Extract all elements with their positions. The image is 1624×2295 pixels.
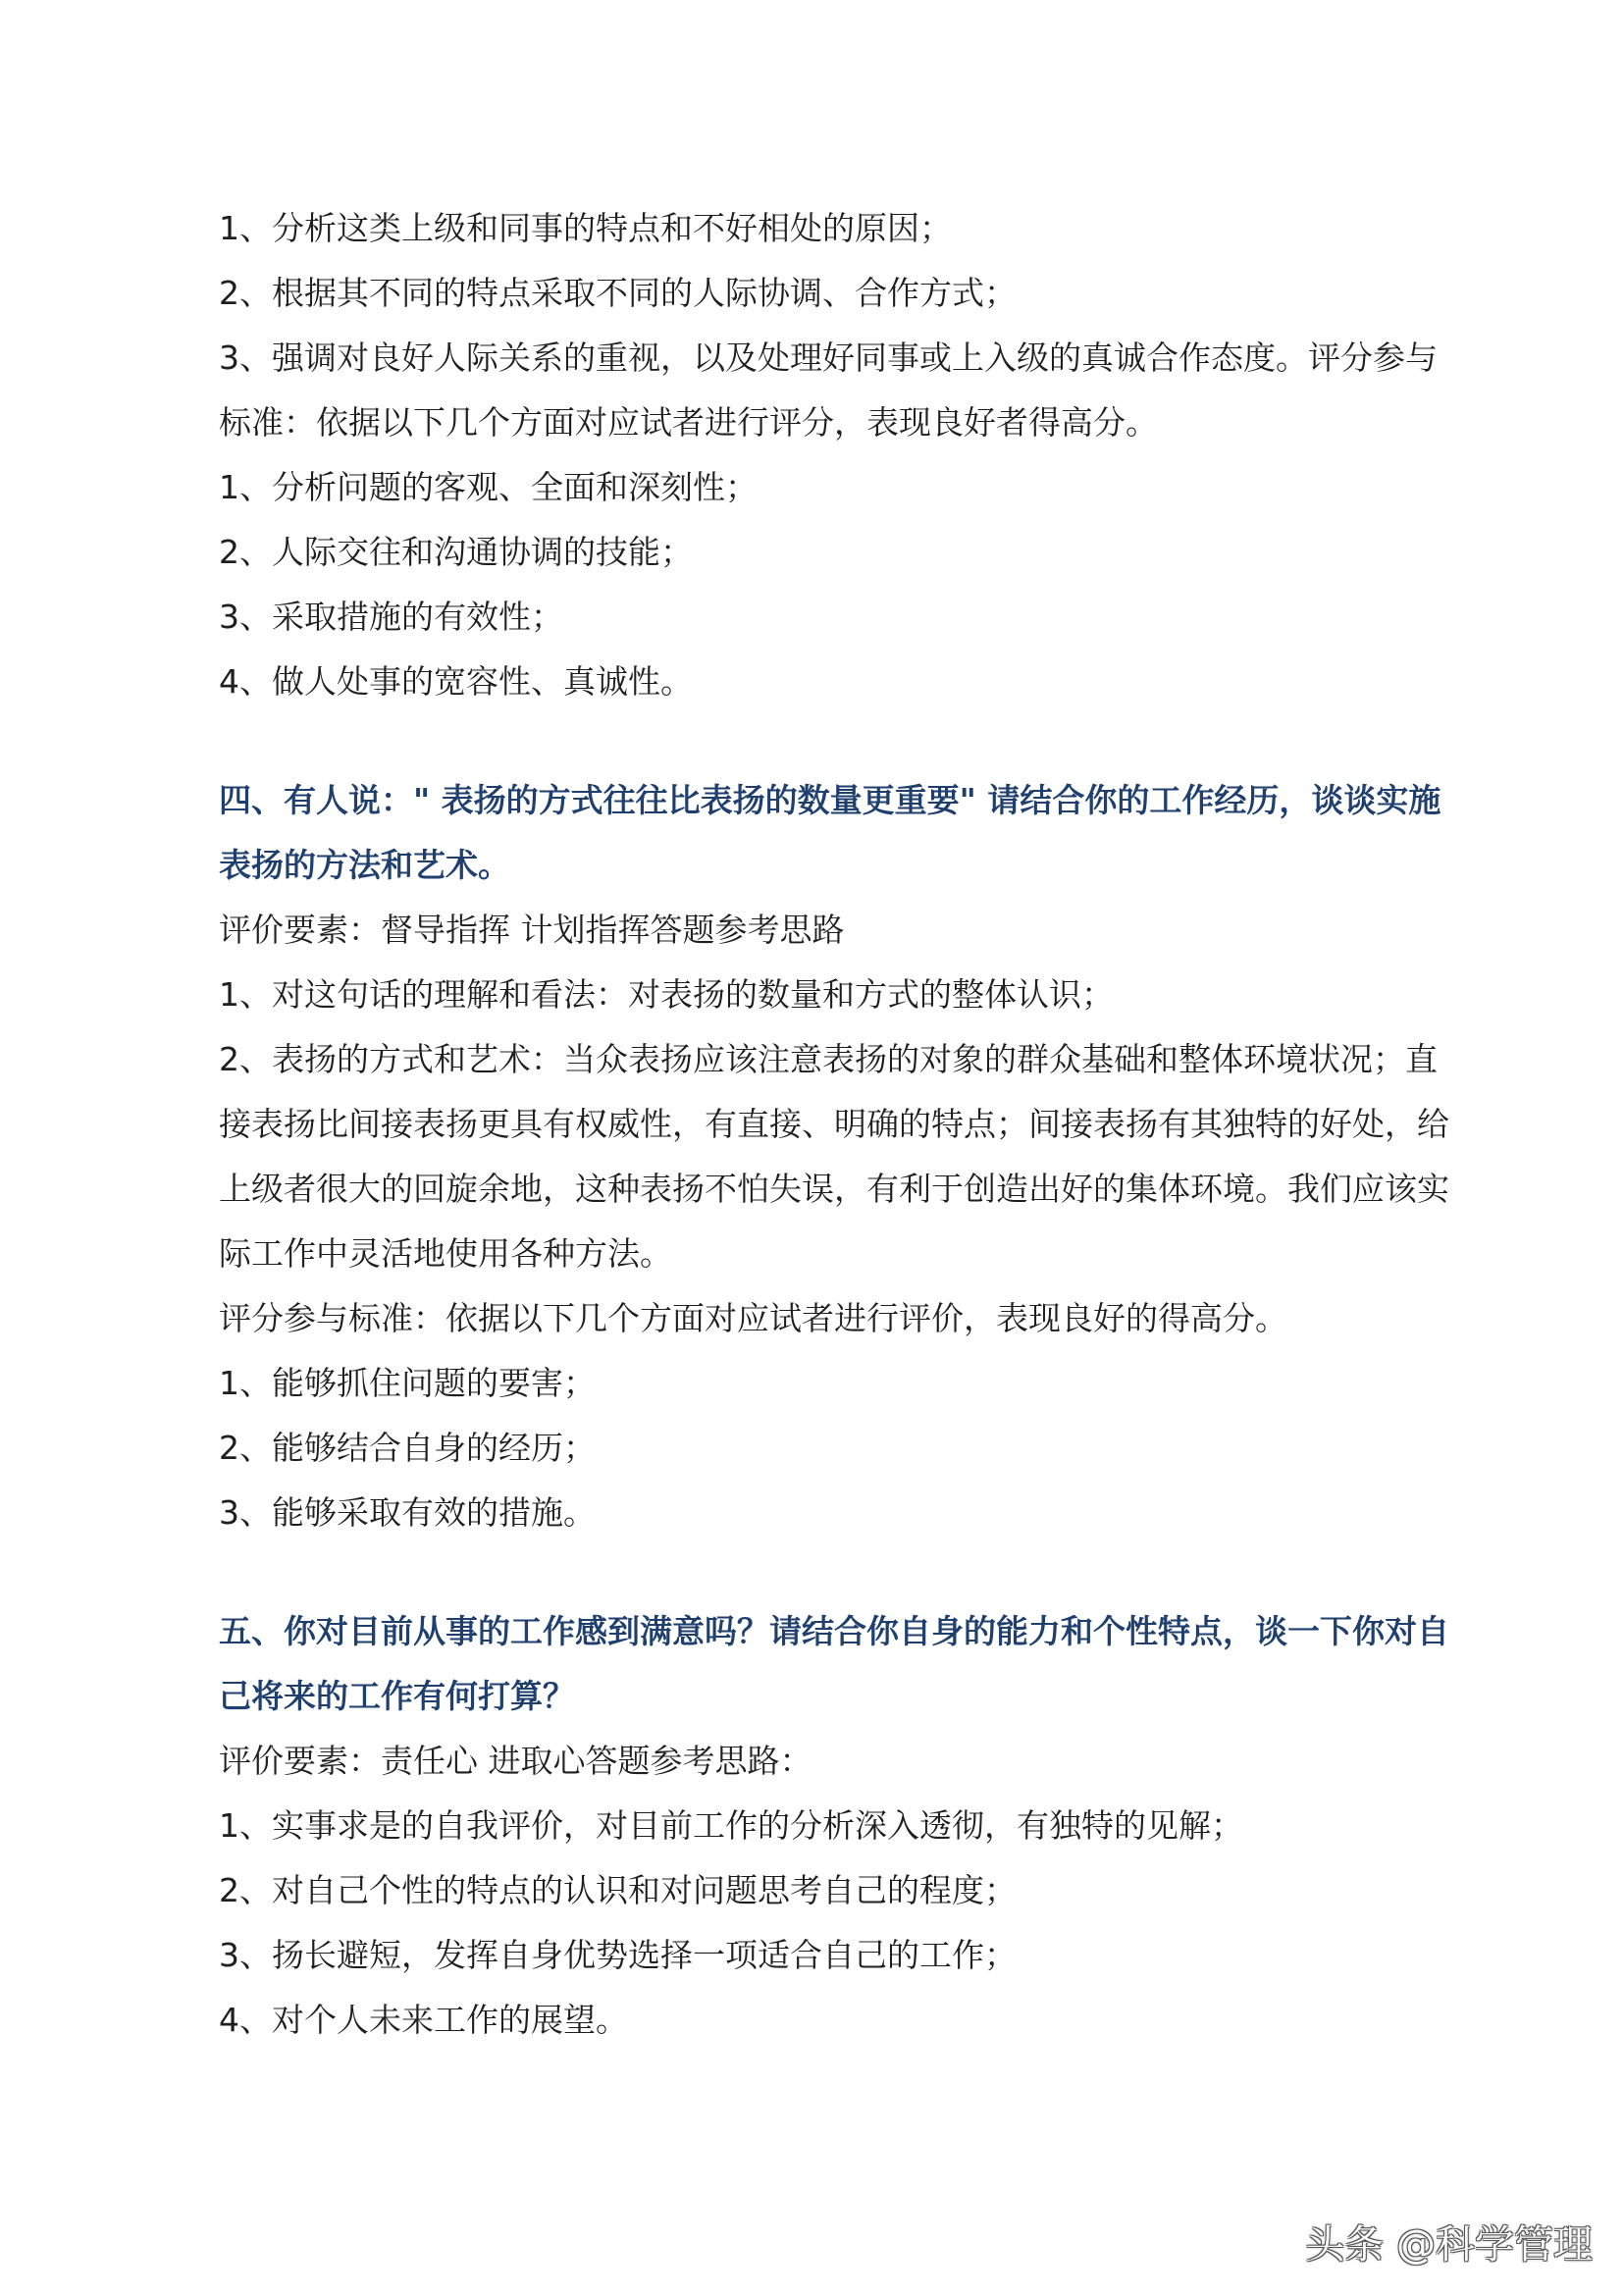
list-item: 2、能够结合自身的经历； <box>219 1429 596 1467</box>
watermark: 头条 @科学管理 <box>1305 2222 1593 2268</box>
list-item: 2、表扬的方式和艺术：当众表扬应该注意表扬的对象的群众基础和整体环境状况；直 <box>219 1040 1438 1078</box>
paragraph-line: 接表扬比间接表扬更具有权威性，有直接、明确的特点；间接表扬有其独特的好处，给 <box>219 1105 1449 1143</box>
paragraph-line: 际工作中灵活地使用各种方法。 <box>219 1234 672 1273</box>
section-3-tail <box>219 196 1475 714</box>
section-4-heading: 四、有人说：" 表扬的方式往往比表扬的数量更重要" 请结合你的工作经历，谈谈实施 <box>219 781 1441 819</box>
section-5-heading: 五、你对目前从事的工作感到满意吗？请结合你自身的能力和个性特点，谈一下你对自 <box>219 1612 1449 1650</box>
section-4-heading: 表扬的方法和艺术。 <box>219 846 510 884</box>
section-spacer <box>219 1545 1475 1599</box>
list-item: 1、分析这类上级和同事的特点和不好相处的原因； <box>219 209 952 247</box>
section-5-heading: 己将来的工作有何打算？ <box>219 1677 575 1715</box>
paragraph-line: 标准：依据以下几个方面对应试者进行评分，表现良好者得高分。 <box>219 403 1158 442</box>
list-item: 2、人际交往和沟通协调的技能； <box>219 533 693 571</box>
list-item: 3、强调对良好人际关系的重视，以及处理好同事或上入级的真诚合作态度。评分参与 <box>219 339 1438 377</box>
list-item: 1、能够抓住问题的要害； <box>219 1364 596 1402</box>
list-item: 1、分析问题的客观、全面和深刻性； <box>219 468 758 506</box>
list-item: 4、对个人未来工作的展望。 <box>219 2001 628 2039</box>
list-item: 2、根据其不同的特点采取不同的人际协调、合作方式； <box>219 274 1017 312</box>
paragraph-line: 上级者很大的回旋余地，这种表扬不怕失误，有利于创造出好的集体环境。我们应该实 <box>219 1170 1449 1208</box>
list-item: 3、扬长避短，发挥自身优势选择一项适合自己的工作； <box>219 1936 1017 1974</box>
section-spacer <box>219 714 1475 768</box>
document-page <box>219 196 1475 2053</box>
list-item: 2、对自己个性的特点的认识和对问题思考自己的程度； <box>219 1871 1017 1909</box>
list-item: 1、实事求是的自我评价，对目前工作的分析深入透彻，有独特的见解； <box>219 1806 1243 1845</box>
evaluation-factors: 评价要素：责任心 进取心答题参考思路： <box>219 1742 812 1780</box>
evaluation-factors: 评价要素：督导指挥 计划指挥答题参考思路 <box>219 911 845 949</box>
section-5 <box>219 1599 1475 2053</box>
list-item: 1、对这句话的理解和看法：对表扬的数量和方式的整体认识； <box>219 975 1114 1014</box>
scoring-standard: 评分参与标准：依据以下几个方面对应试者进行评价，表现良好的得高分。 <box>219 1299 1287 1337</box>
list-item: 3、能够采取有效的措施。 <box>219 1493 596 1532</box>
list-item: 3、采取措施的有效性； <box>219 598 563 636</box>
list-item: 4、做人处事的宽容性、真诚性。 <box>219 662 693 701</box>
section-4 <box>219 768 1475 1545</box>
